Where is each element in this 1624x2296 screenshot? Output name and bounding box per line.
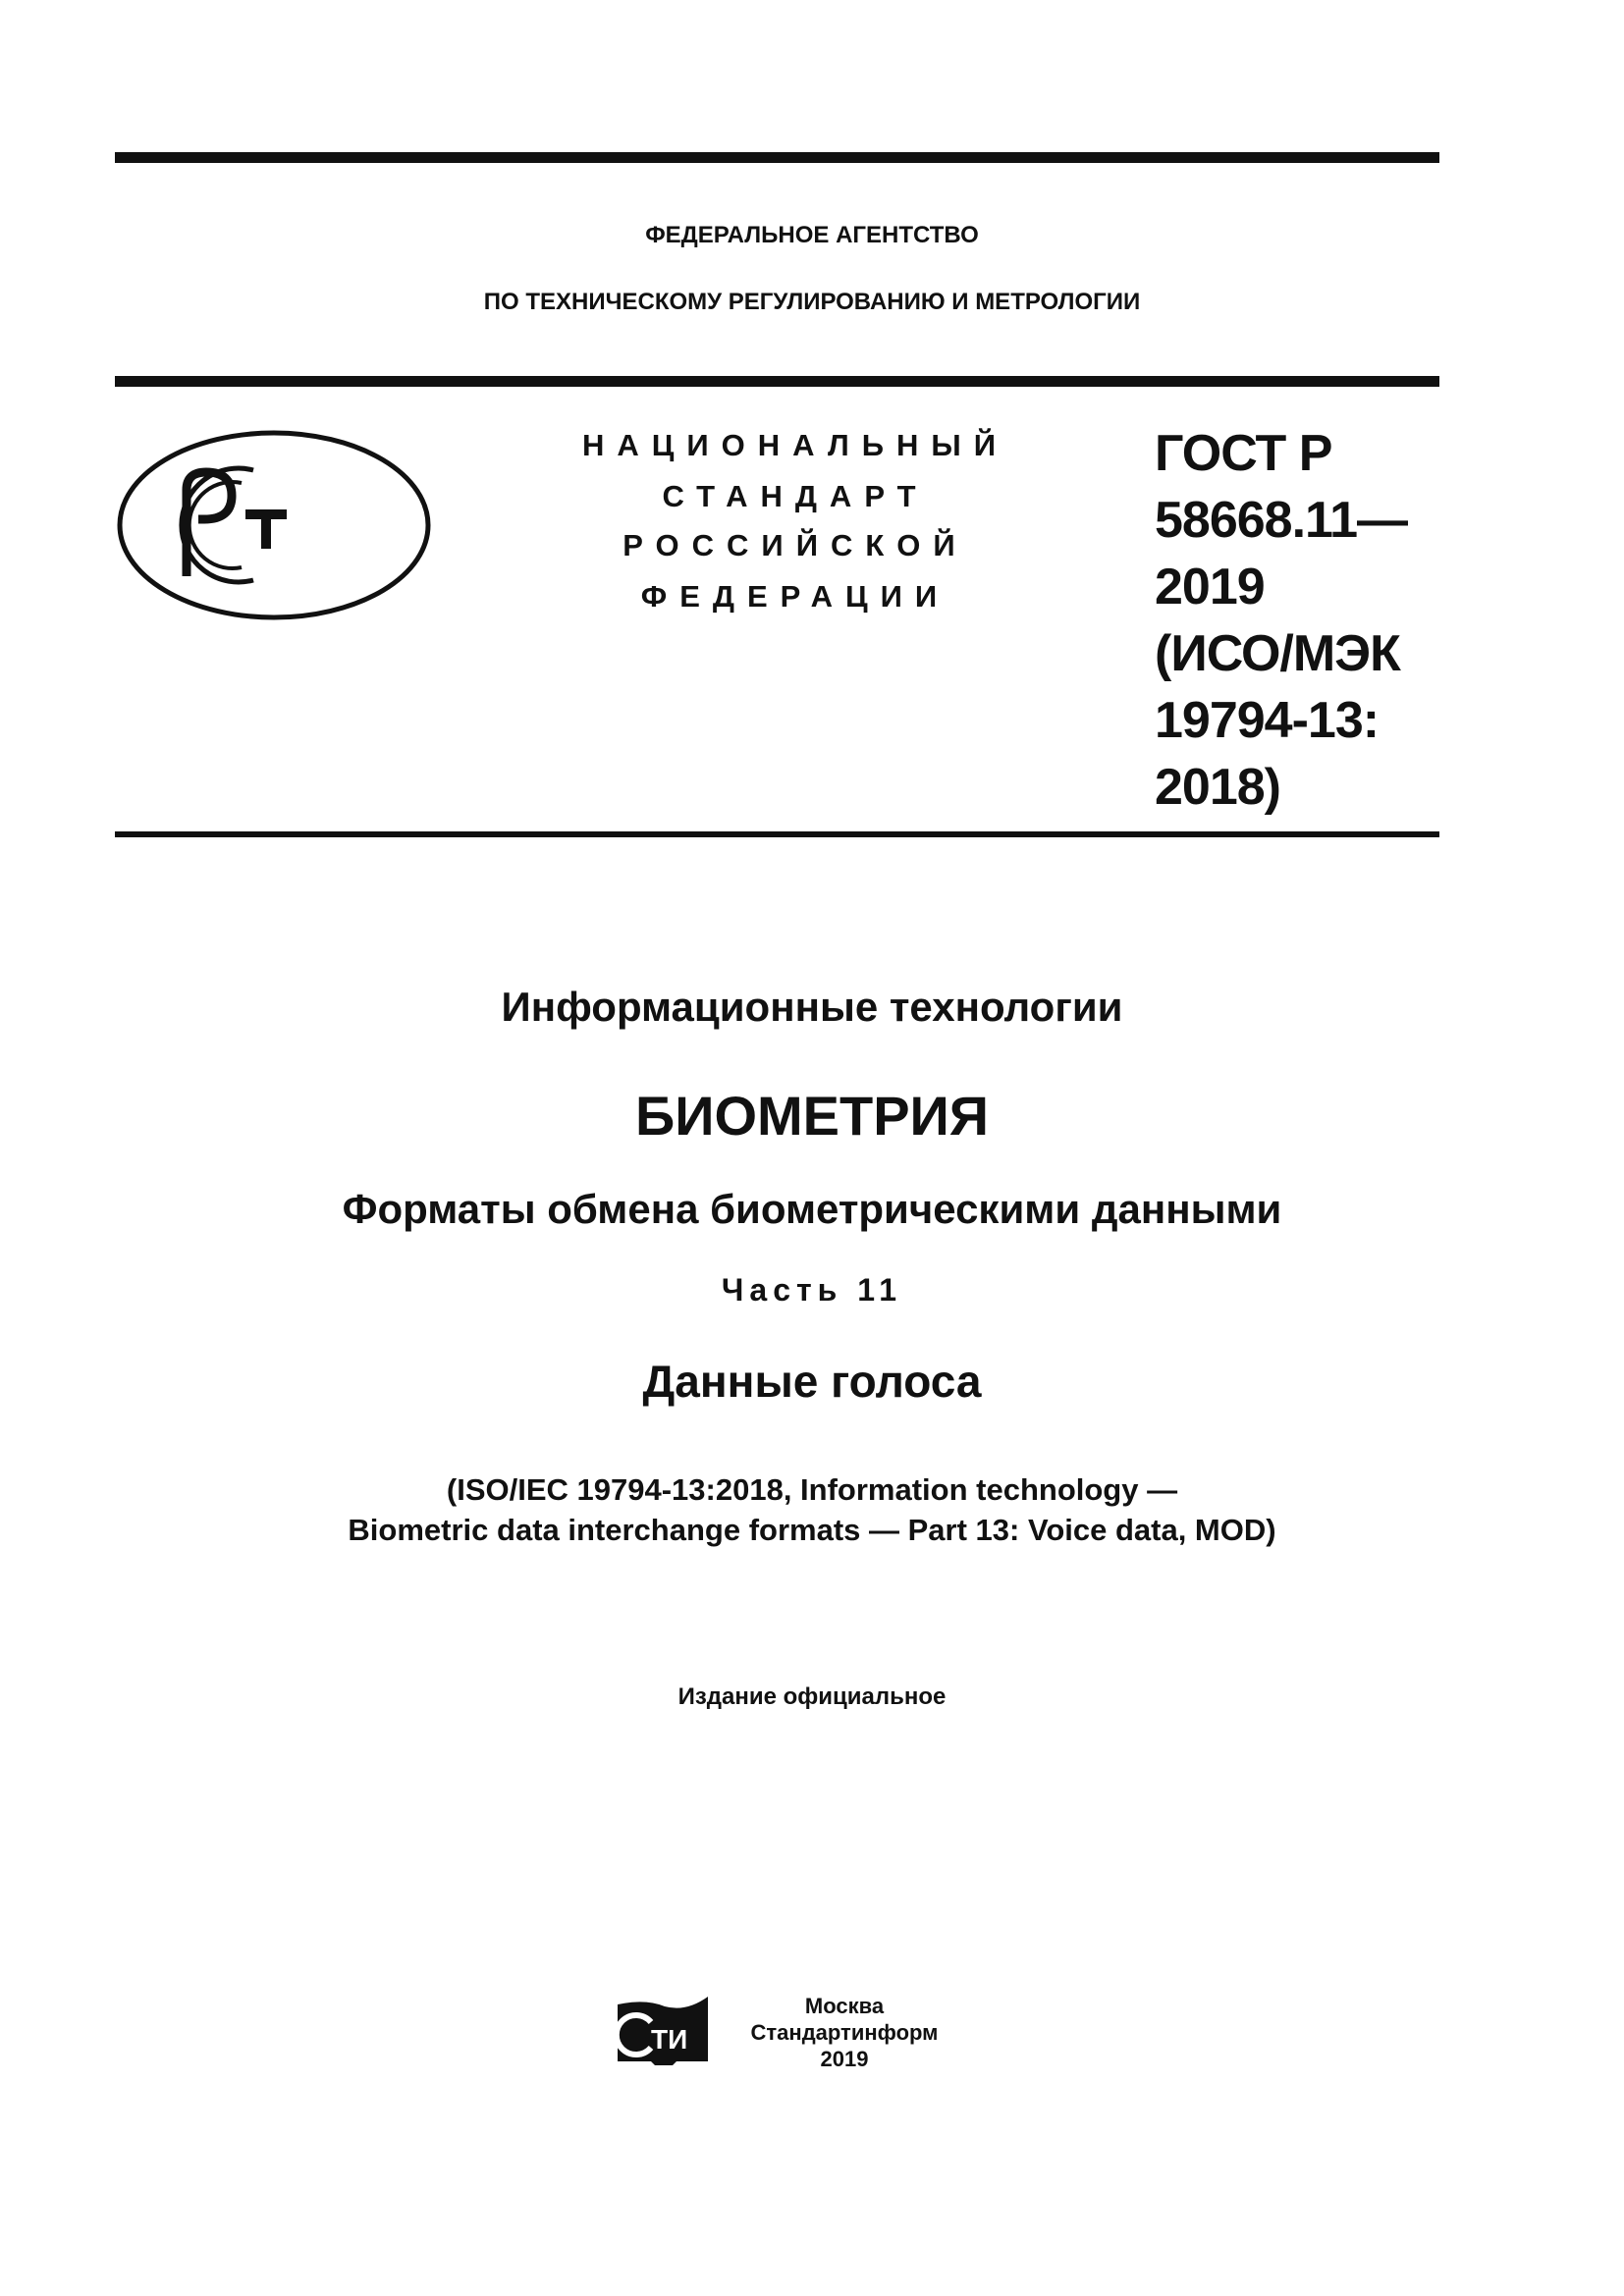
original-title-line-1: (ISO/IEC 19794-13:2018, Information technology — [446, 1472, 1178, 1507]
publisher-block [746, 1993, 943, 2072]
title-general: Информационные технологии [501, 984, 1123, 1030]
publisher-city: Москва [804, 1994, 885, 2018]
standard-type-line: РОССИЙСКОЙ [623, 528, 968, 562]
designation-line: 2019 [1155, 559, 1265, 615]
designation-rule [115, 831, 1439, 837]
gost-r-logo [116, 429, 432, 621]
agency-line-2: ПО ТЕХНИЧЕСКОМУ РЕГУЛИРОВАНИЮ И МЕТРОЛОГИИ [483, 289, 1141, 315]
svg-text:ТИ: ТИ [651, 2024, 688, 2055]
standartinform-logo [616, 1993, 710, 2071]
standard-type-line: ФЕДЕРАЦИИ [640, 579, 950, 614]
designation-line: 19794-13: [1155, 692, 1380, 749]
original-title-line-2: Biometric data interchange formats — Part 13: Voice data, MOD) [348, 1513, 1276, 1547]
title-part: Часть 11 [721, 1272, 903, 1308]
designation-line: 2018) [1155, 759, 1280, 816]
edition-label: Издание официальное [677, 1683, 947, 1710]
header-rule [115, 376, 1439, 387]
standard-type-line: СТАНДАРТ [662, 479, 929, 513]
top-rule [115, 152, 1439, 163]
agency-line-1: ФЕДЕРАЛЬНОЕ АГЕНТСТВО [645, 222, 979, 248]
title-sub: Форматы обмена биометрическими данными [342, 1186, 1282, 1232]
designation-line: (ИСО/МЭК [1155, 625, 1400, 682]
standard-type-line: НАЦИОНАЛЬНЫЙ [581, 428, 1009, 462]
designation-line: ГОСТ Р [1155, 425, 1332, 482]
title-main: БИОМЕТРИЯ [634, 1085, 990, 1147]
designation-line: 58668.11— [1155, 492, 1408, 549]
title-part-name: Данные голоса [642, 1356, 982, 1407]
standard-designation [1155, 420, 1407, 821]
publisher-year: 2019 [820, 2047, 869, 2071]
publisher-name: Стандартинформ [750, 2020, 939, 2045]
